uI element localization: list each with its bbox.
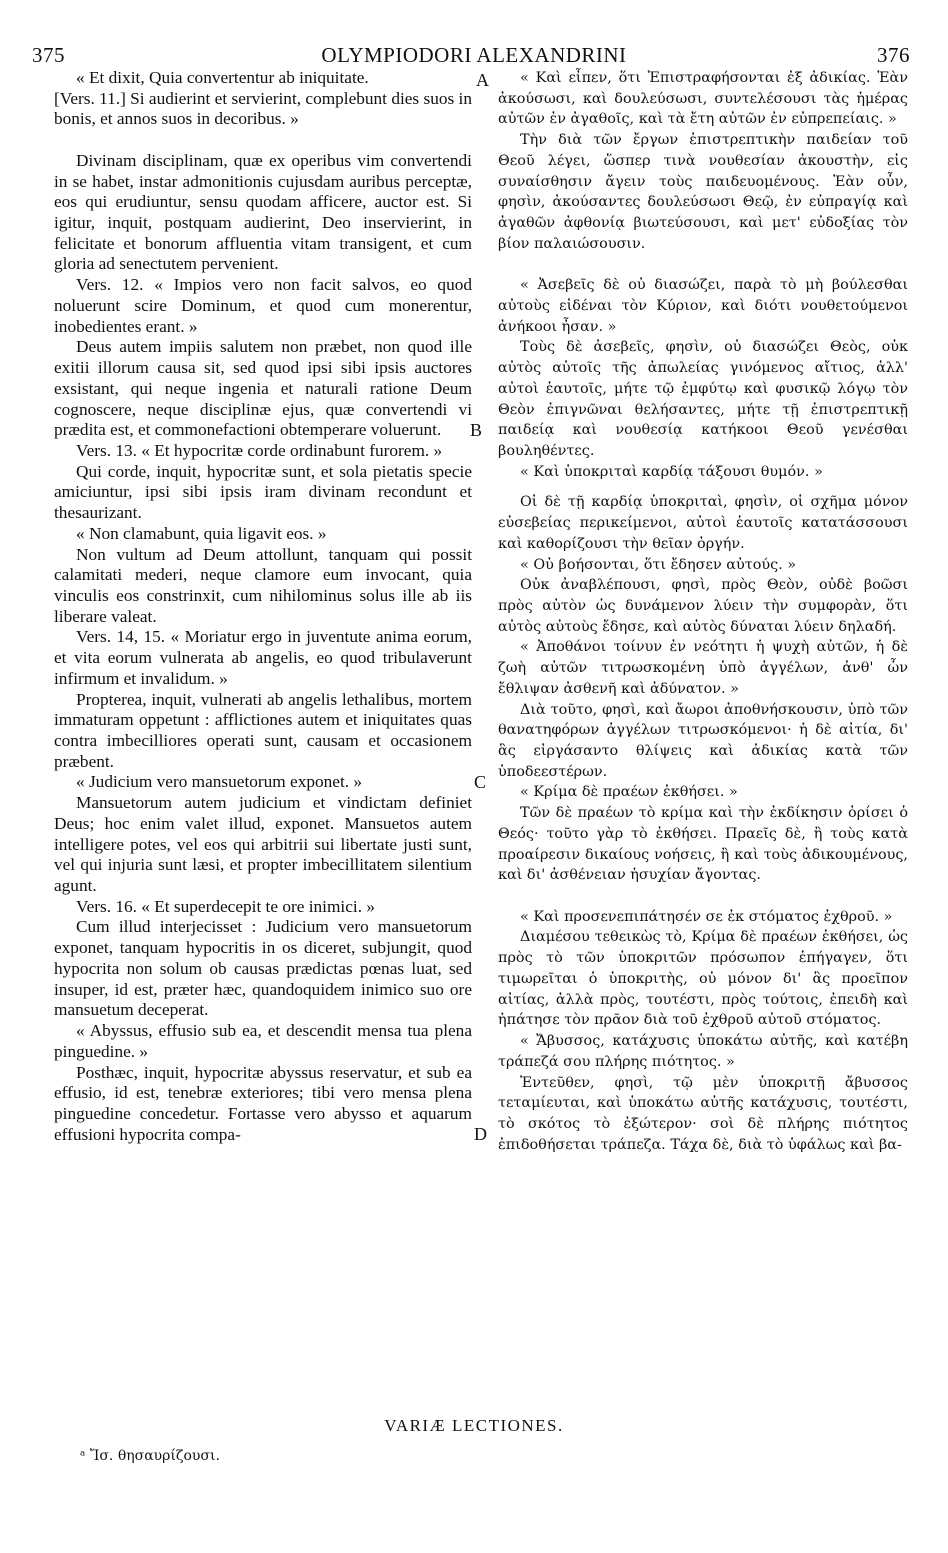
latin-paragraph: Vers. 13. « Et hypocritæ corde ordinabunt furorem. » [76,440,443,460]
section-marker-a: A [476,70,489,90]
latin-paragraph: Vers. 14, 15. « Moriatur ergo in juventute anima eorum, et vita eorum vulnerata ab angelis, eo quod tribulaverunt infirmum et invalidum. » [54,627,472,688]
latin-paragraph: Divinam disciplinam, quæ ex operibus vim convertendi in se habet, instar admonitionis cujusdam auribus perceptæ, eos qui erudiuntur, sensu quodam afficere, auctor est. Si igitur, inquit, postquam audierint, Deo inservierint, in felicitate et bonorum affluentia vitam transigent, et cum gloria ad senectutem pervenient. [54,150,472,274]
latin-column [54,68,472,1145]
greek-paragraph: Διαμέσου τεθεικὼς τὸ, Κρίμα δὲ πραέων ἐκθήσει, ὡς πρὸς τὸ τῶν ὑποκριτῶν πρόσωπον ἐπήγαγεν, ὅτι τιμωρεῖται ὁ ὑποκριτὴς, οὐ μόνον δι' ἃς προεῖπον αἰτίας, ἀλλὰ πρὸς, τουτέστι, πρὸς τούτοις, ἐπειδὴ καὶ ἠπάτησε τὸν πρᾶον διὰ τοῦ ἐχθροῦ αὐτοῦ στόματος. [498,929,908,1029]
section-marker-b: B [470,420,483,440]
latin-paragraph: Vers. 16. « Et superdecepit te ore inimici. » [76,896,375,916]
greek-paragraph: Οἱ δὲ τῇ καρδίᾳ ὑποκριταὶ, φησὶν, οἱ σχῆμα μόνον εὐσεβείας περικείμενοι, αὐτοὶ ἑαυτοῖς κατατάσσουσι καὶ καθορίζουσι τὴν θεῖαν ὀργήν. [498,494,908,552]
greek-paragraph: « Ἄβυσσος, κατάχυσις ὑποκάτω αὐτῆς, καὶ κατέβη τράπεζά σου πλήρης πιότητος. » [498,1033,908,1070]
greek-paragraph: Οὐκ ἀναβλέπουσι, φησὶ, πρὸς Θεὸν, οὐδὲ βοῶσι πρὸς αὐτὸν ὡς δυνάμενον λύειν τὴν συμφορὰν, ὅτι αὐτὸς αὐτοὺς ἔδησε, καὶ αὐτὸς δύναται λύειν δηλαδή. [498,577,908,635]
latin-paragraph: Deus autem impiis salutem non præbet, non quod ille exitii illorum causa sit, sed quod ipsi sibi ipsis auctores exsistant, qui neque ingenia et naturali ratione Deum cognoscere, neque disciplinæ ejus, quæ convertendi vi prædita est, et commonefactioni obtemperare voluerunt. [54,337,472,440]
latin-paragraph: Posthæc, inquit, hypocritæ abyssus reservatur, et sub ea effusio, id est, tenebræ exteriores; tibi vero mensa plena pinguedine concedetur. Fortasse vero abysso et aquarum effusioni hypocrita compa- [54,1062,472,1144]
page-number-left: 375 [32,43,65,67]
latin-paragraph: Vers. 12. « Impios vero non facit salvos, eo quod noluerunt scire Dominum, et quod cum monerentur, inobedientes erant. » [54,275,472,336]
greek-paragraph: « Καὶ εἶπεν, ὅτι Ἐπιστραφήσονται ἐξ ἀδικίας. Ἐὰν ἀκούσωσι, καὶ δουλεύσωσι, συντελέσουσι τὰς ἡμέρας αὐτῶν ἐν ἀγαθοῖς, καὶ τὰ ἔτη αὐτῶν ἐν εὐπρεπείαις. » [498,70,908,128]
greek-paragraph: Διὰ τοῦτο, φησὶ, καὶ ἄωροι ἀποθνήσκουσιν, ὑπὸ τῶν θανατηφόρων ἀγγέλων τιτρωσκόμενοι· ἡ δὲ αἰτία, δι' ἃς εἰργάσαντο θλίψεις καὶ ἀδικίας κατὰ τῶν ὑποδεεστέρων. [498,701,908,780]
variae-lectiones-heading: VARIÆ LECTIONES. [384,1416,564,1435]
latin-paragraph: « Abyssus, effusio sub ea, et descendit mensa tua plena pinguedine. » [54,1021,472,1061]
greek-paragraph: « Ἀποθάνοι τοίνυν ἐν νεότητι ἡ ψυχὴ αὐτῶν, ἡ δὲ ζωὴ αὐτῶν τιτρωσκομένη ὑπὸ ἀγγέλων, ἀνθ' ὧν ἔθλιψαν ἀσθενῆ καὶ ἀδύνατον. » [498,639,908,697]
section-marker-c: C [474,772,487,792]
latin-paragraph: Cum illud interjecisset : Judicium vero mansuetorum exponet, tanquam hypocritis in os diceret, subjungit, quod hypocrita non solum ob causas prædictas pœnas luat, sed insuper, id est, præter hæc, quandoquidem inimico suo ore mansuetum deceperat. [54,917,472,1020]
latin-paragraph: Propterea, inquit, vulnerati ab angelis lethalibus, mortem immaturam oppetunt : afflictiones autem et iniquitates quas contra imbecilliores operati sunt, causam et occasionem præbent. [54,689,472,771]
latin-paragraph: Qui corde, inquit, hypocritæ sunt, et sola pietatis specie amiciuntur, ipsi sibi ipsis iram divinam recondunt et thesaurizant. [54,461,472,523]
latin-paragraph: Mansuetorum autem judicium et vindictam definiet Deus; hoc enim valet illud, exponet. Mansuetos autem intelligere potes, vel eos qui arbitrii sui libertate justi sunt, vel qui injuria sunt læsi, et propter imbecillitatem silentium agunt. [54,793,472,896]
greek-paragraph: Τοὺς δὲ ἀσεβεῖς, φησὶν, οὐ διασώζει Θεὸς, οὐκ αὐτὸς αὐτοῖς τῆς ἀπωλείας γινόμενος αἴτιος, ἀλλ' αὐτοὶ ἑαυτοῖς, μήτε τῷ ἐμφύτῳ καὶ φυσικῷ λόγῳ τὸν Θεὸν ἐπιγνῶναι θελήσαντες, μήτε τῇ ἐπιστρεπτικῇ παιδείᾳ καὶ νουθεσίᾳ κατήκοοι Θεοῦ γενέσθαι βουληθέντες. [498,339,908,459]
greek-paragraph: Τῶν δὲ πραέων τὸ κρίμα καὶ τὴν ἐκδίκησιν ὁρίσει ὁ Θεός· τοῦτο γὰρ τὸ ἐκθήσει. Πραεῖς δὲ, ἢ τοὺς κατὰ προαίρεσιν δικαίους νοήσεις, ἢ καὶ τοὺς ἀδικουμένους, καὶ δι' ἀσθένειαν ἡσυχίαν ἄγοντας. [498,805,908,884]
greek-paragraph: Τὴν διὰ τῶν ἔργων ἐπιστρεπτικὴν παιδείαν τοῦ Θεοῦ λέγει, ὥσπερ τινὰ νουθεσίαν ἀκουστὴν, εἰς συναίσθησιν ἄγειν τοὺς παιδευομένους. Ἐὰν οὖν, φησὶν, ἀκούσαντες δουλεύσωσι Θεῷ, ἐν εὐπραγίᾳ καὶ ἀγαθῶν ἀφθονίᾳ βιωτεύσουσι, καὶ μετ' εὐδοξίας τὸν βίον παλαιώσουσιν. [498,132,908,252]
page-number-right: 376 [877,43,910,67]
latin-paragraph: [Vers. 11.] Si audierint et servierint, complebunt dies suos in bonis, et annos suos in decoribus. » [54,88,472,129]
greek-paragraph: Ἐντεῦθεν, φησὶ, τῷ μὲν ὑποκριτῇ ἄβυσσος τεταμίευται, καὶ ὑποκάτω αὐτῆς κατάχυσις, τουτέστι, τὸ σκότος τὸ ἐξώτερον· σοὶ δὲ πλήρης πιότητος ἐπιδοθήσεται τράπεζα. Τάχα δὲ, διὰ τὸ ὑφάλως καὶ βα- [498,1074,908,1153]
greek-paragraph: « Οὐ βοήσονται, ὅτι ἔδησεν αὐτούς. » [520,556,797,573]
greek-column [498,68,908,1155]
latin-paragraph: « Judicium vero mansuetorum exponet. » [76,772,363,792]
greek-paragraph: « Καὶ προσενεπιπάτησέν σε ἐκ στόματος ἐχθροῦ. » [520,908,893,925]
latin-paragraph: « Non clamabunt, quia ligavit eos. » [76,523,327,543]
latin-paragraph: Non vultum ad Deum attollunt, tanquam qui possit calamitati mederi, neque clamore eum invocant, quia vinculis eos constrinxit, cum nihilominus solus ille ab iis liberare valeat. [54,544,472,626]
greek-paragraph: « Καὶ ὑποκριταὶ καρδίᾳ τάξουσι θυμόν. » [520,463,823,480]
section-marker-d: D [474,1124,487,1144]
greek-paragraph: « Ἀσεβεῖς δὲ οὐ διασώζει, παρὰ τὸ μὴ βούλεσθαι αὐτοὺς εἰδέναι τὸν Κύριον, καὶ διότι νουθετούμενοι ἀνήκοοι ἦσαν. » [498,277,908,335]
running-title: OLYMPIODORI ALEXANDRINI [321,43,627,67]
latin-paragraph: « Et dixit, Quia convertentur ab iniquitate. [76,68,369,87]
greek-paragraph: « Κρίμα δὲ πραέων ἐκθήσει. » [520,784,738,801]
footnote: ᵃ Ἴσ. θησαυρίζουσι. [80,1448,220,1464]
